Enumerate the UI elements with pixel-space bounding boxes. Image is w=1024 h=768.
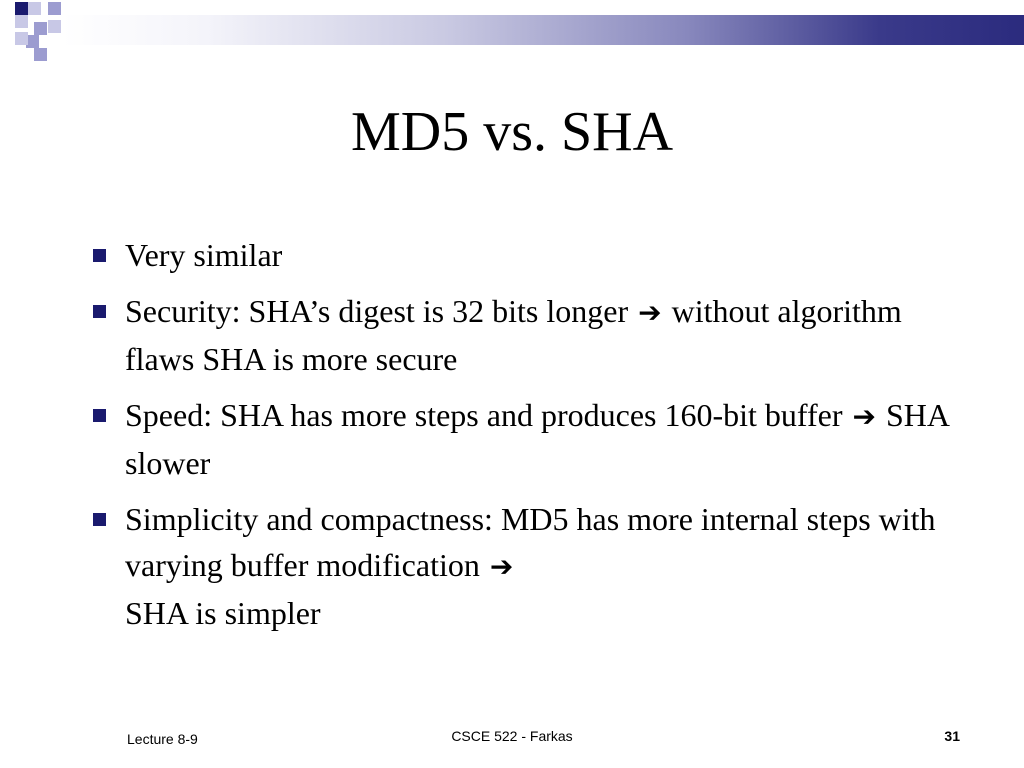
slide-title: MD5 vs. SHA <box>350 101 674 163</box>
bullet-text: without algorithm flaws SHA is more secure <box>125 293 902 377</box>
bullet-item <box>90 496 950 636</box>
square-bullet-icon <box>93 409 106 422</box>
bullet-text: Speed: SHA has more steps and produces 160-bit buffer <box>125 397 851 433</box>
right-arrow-icon: ➔ <box>489 550 514 583</box>
bullet-item <box>90 232 950 278</box>
header-gradient-bar <box>62 15 1024 45</box>
page-number: 31 <box>944 728 960 744</box>
bullet-list <box>90 232 950 646</box>
right-arrow-icon: ➔ <box>638 296 662 329</box>
bullet-text: SHA slower <box>125 397 949 481</box>
bullet-item <box>90 392 950 486</box>
checker-square <box>34 48 47 61</box>
right-arrow-icon: ➔ <box>852 400 876 433</box>
footer-course-label: CSCE 522 - Farkas <box>451 728 573 744</box>
footer-lecture-label: Lecture 8-9 <box>127 731 198 747</box>
checker-square <box>15 2 28 15</box>
checker-square <box>48 2 61 15</box>
bullet-text: Security: SHA’s digest is 32 bits longer <box>125 293 637 329</box>
square-bullet-icon <box>93 249 106 262</box>
checker-square <box>15 32 28 45</box>
square-bullet-icon <box>93 513 106 526</box>
bullet-text: Simplicity and compactness: MD5 has more internal steps with varying buffer modification <box>125 501 936 583</box>
checker-square <box>15 15 28 28</box>
bullet-text: SHA is simpler <box>125 595 321 631</box>
square-bullet-icon <box>93 305 106 318</box>
checker-square <box>34 22 47 35</box>
bullet-item <box>90 288 950 382</box>
checker-square <box>48 20 61 33</box>
bullet-text: Very similar <box>125 237 283 273</box>
checker-square <box>28 2 41 15</box>
